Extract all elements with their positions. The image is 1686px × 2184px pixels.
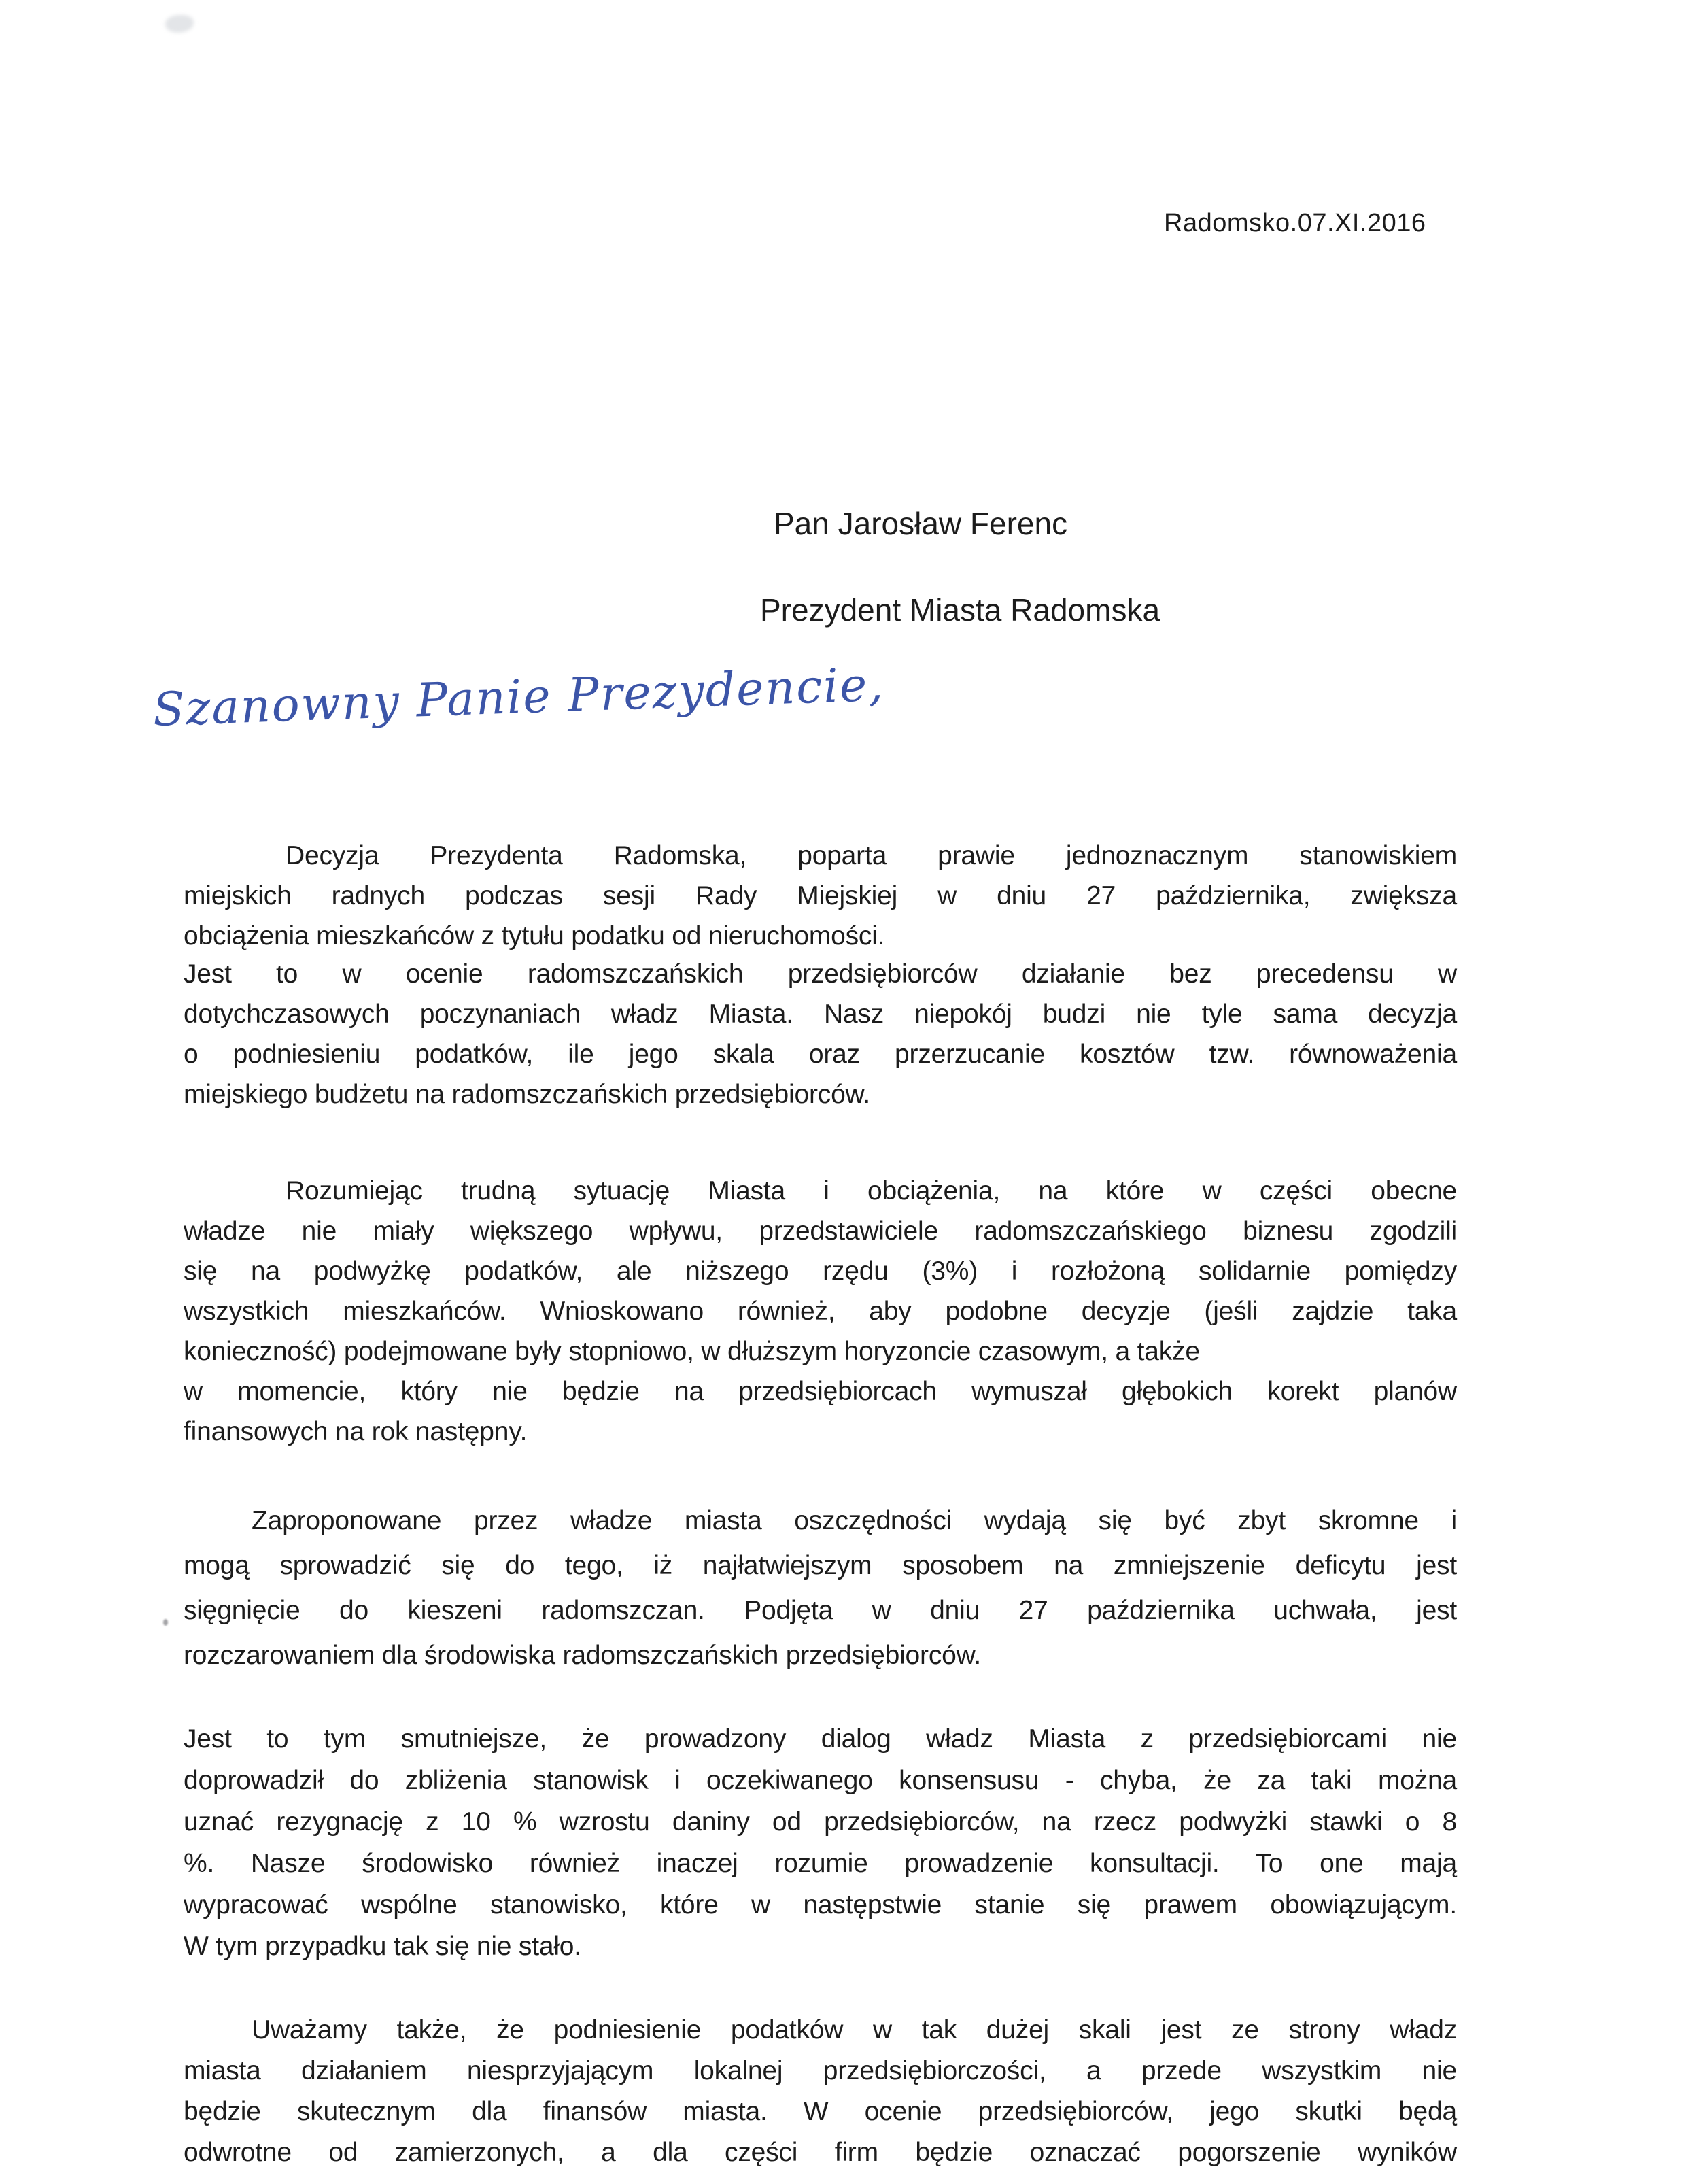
paragraph-5 [184,1718,1457,1967]
text-line: mogą sprowadzić się do tego, iż najłatwiejszym sposobem na zmniejszenie deficytu jest [184,1551,1457,1580]
text-line: Zaproponowane przez władze miasta oszczędności wydają się być zbyt skromne i [252,1506,1457,1535]
text-line: się na podwyżkę podatków, ale niższego rzędu (3%) i rozłożoną solidarnie pomiędzy [184,1257,1457,1286]
text-line: władze nie miały większego wpływu, przedstawiciele radomszczańskiego biznesu zgodzili [184,1216,1457,1246]
paragraph-4 [184,1499,1457,1678]
text-line: finansowych na rok następny. [184,1417,528,1446]
text-line: Uważamy także, że podniesienie podatków w tak dużej skali jest ze strony władz [252,2015,1457,2045]
text-line: uznać rezygnację z 10 % wzrostu daniny od przedsiębiorców, na rzecz podwyżki stawki o 8 [184,1807,1457,1837]
text-line: Jest to w ocenie radomszczańskich przedsiębiorców działanie bez precedensu w [184,959,1457,989]
text-line: w momencie, który nie będzie na przedsiębiorcach wymuszał głębokich korekt planów [184,1377,1457,1406]
text-line: dotychczasowych poczynaniach władz Miasta. Nasz niepokój budzi nie tyle sama decyzja [184,1000,1457,1029]
paragraph-3 [184,1171,1457,1452]
paragraph-6 [184,2010,1457,2173]
text-line: Rozumiejąc trudną sytuację Miasta i obciążenia, na które w części obecne [286,1176,1457,1206]
text-line: miejskiego budżetu na radomszczańskich przedsiębiorców. [184,1080,871,1109]
text-line: rozczarowaniem dla środowiska radomszczańskich przedsiębiorców. [184,1641,982,1670]
text-line: konieczność) podejmowane były stopniowo, w dłuższym horyzoncie czasowym, a także [184,1337,1200,1366]
text-line: sięgnięcie do kieszeni radomszczan. Podjęta w dniu 27 października uchwała, jest [184,1596,1457,1625]
paragraph-1 [184,836,1457,956]
scan-artifact-smudge [165,15,194,33]
date-line: Radomsko.07.XI.2016 [1164,209,1426,237]
text-line: wypracować wspólne stanowisko, które w następstwie stanie się prawem obowiązującym. [184,1890,1457,1919]
text-line: będzie skutecznym dla finansów miasta. W ocenie przedsiębiorców, jego skutki będą [184,2097,1457,2126]
recipient-title: Prezydent Miasta Radomska [760,592,1160,628]
text-line: %. Nasze środowisko również inaczej rozumie prowadzenie konsultacji. To one mają [184,1849,1457,1878]
text-line: wszystkich mieszkańców. Wnioskowano również, aby podobne decyzje (jeśli zajdzie taka [184,1297,1457,1326]
text-line: o podniesieniu podatków, ile jego skala oraz przerzucanie kosztów tzw. równoważenia [184,1040,1457,1069]
text-line: miejskich radnych podczas sesji Rady Miejskiej w dniu 27 października, zwiększa [184,881,1457,910]
text-line: obciążenia mieszkańców z tytułu podatku od nieruchomości. [184,921,885,951]
text-line: Decyzja Prezydenta Radomska, poparta prawie jednoznacznym stanowiskiem [286,841,1457,870]
text-line: W tym przypadku tak się nie stało. [184,1932,581,1961]
paragraph-2 [184,954,1457,1114]
text-line: Jest to tym smutniejsze, że prowadzony dialog władz Miasta z przedsiębiorcami nie [184,1724,1457,1754]
recipient-name: Pan Jarosław Ferenc [774,506,1068,541]
scan-artifact-dot [163,1619,168,1626]
text-line: miasta działaniem niesprzyjającym lokalnej przedsiębiorczości, a przede wszystkim nie [184,2056,1457,2085]
text-line: odwrotne od zamierzonych, a dla części firm będzie oznaczać pogorszenie wyników [184,2138,1457,2167]
text-line: doprowadził do zbliżenia stanowisk i oczekiwanego konsensusu - chyba, że za taki można [184,1766,1457,1795]
handwritten-greeting: Szanowny Panie Prezydencie, [152,658,886,737]
